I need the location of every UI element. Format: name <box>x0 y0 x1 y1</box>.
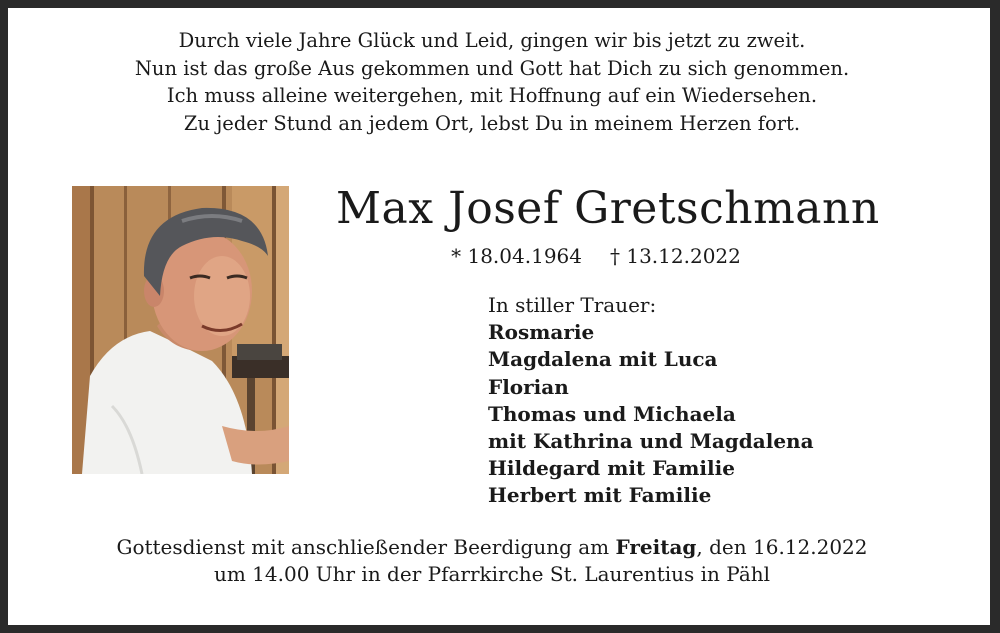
funeral-service-info <box>0 534 992 588</box>
birth-date: * 18.04.1964 <box>451 244 582 268</box>
deceased-name: Max Josef Gretschmann <box>336 183 880 234</box>
service-line-2: um 14.00 Uhr in der Pfarrkirche St. Laurentius in Pähl <box>213 562 771 586</box>
verse-line: Ich muss alleine weitergehen, mit Hoffnung auf ein Wiedersehen. <box>166 84 818 107</box>
service-day: Freitag <box>615 535 697 559</box>
verse-line: Durch viele Jahre Glück und Leid, gingen wir bis jetzt zu zweit. <box>178 29 806 52</box>
mourner-name: Florian <box>488 374 569 399</box>
service-date: , den 16.12.2022 <box>696 535 868 559</box>
life-dates <box>336 243 856 269</box>
mourner-name: mit Kathrina und Magdalena <box>488 429 814 454</box>
mourners-intro: In stiller Trauer: <box>488 293 657 317</box>
mourner-name: Herbert mit Familie <box>488 483 712 508</box>
portrait-photo <box>72 186 289 474</box>
mourners-list <box>488 292 814 510</box>
service-text: Gottesdienst mit anschließender Beerdigung am <box>116 535 616 559</box>
mourner-name: Thomas und Michaela <box>488 401 736 426</box>
memorial-verse <box>0 27 992 137</box>
mourner-name: Rosmarie <box>488 320 595 345</box>
verse-line: Zu jeder Stund an jedem Ort, lebst Du in meinem Herzen fort. <box>183 111 801 135</box>
service-line-1 <box>0 534 992 561</box>
verse-line: Nun ist das große Aus gekommen und Gott hat Dich zu sich genommen. <box>134 56 850 80</box>
mourner-name: Magdalena mit Luca <box>488 347 718 372</box>
mourner-name: Hildegard mit Familie <box>488 456 735 481</box>
death-date: † 13.12.2022 <box>610 244 741 268</box>
